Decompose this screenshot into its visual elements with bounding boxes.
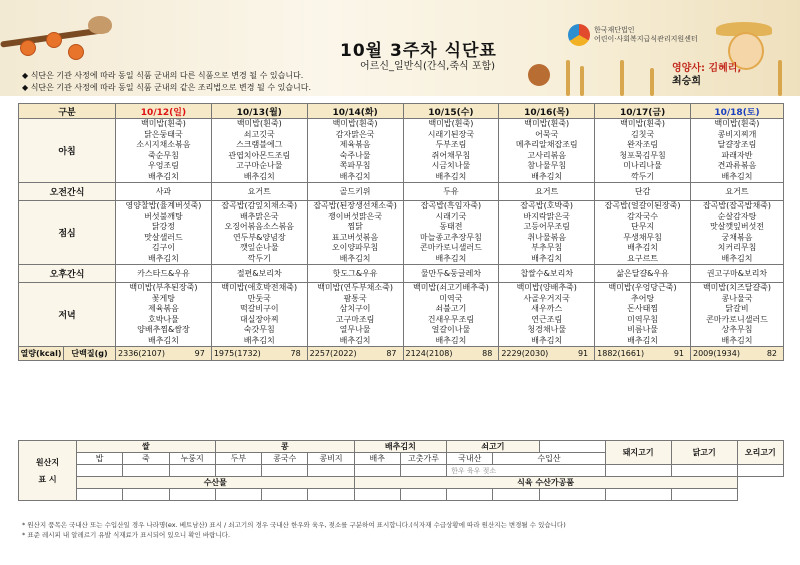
day-header: 10/18(토) — [691, 104, 784, 119]
menu-item: 잡곡밥(흑임자죽) — [420, 201, 482, 210]
menu-item: 무생채무침 — [623, 232, 662, 242]
menu-item: 파래자반 — [721, 150, 753, 160]
menu-item: 완자조림 — [627, 140, 659, 149]
menu-item: 찜닭 — [347, 222, 363, 231]
menu-item: 우엉조림 — [147, 161, 179, 170]
menu-item: 배추김치 — [435, 171, 467, 181]
menu-item: 떡갈비구이 — [239, 304, 279, 313]
menu-cell — [691, 119, 784, 183]
menu-item: 열무나물 — [339, 325, 371, 334]
wheat-icon — [650, 68, 654, 96]
menu-item: 콘마카로니샐러드 — [706, 314, 768, 324]
snack-cell: 카스타드&우유 — [116, 265, 212, 283]
menu-item: 고구마순나물 — [236, 161, 283, 170]
snack-cell: 찹쌀수&보리차 — [499, 265, 595, 283]
origin-col: 고춧가루 — [400, 453, 446, 465]
menu-cell — [307, 201, 403, 265]
menu-cell — [595, 119, 691, 183]
menu-cell — [691, 283, 784, 347]
energy-value: 2257(2022) — [309, 349, 357, 358]
footnote-2: * 표준 레시피 내 알레르기 유발 식재료가 표시되어 있으니 확인 바랍니다. — [22, 531, 231, 539]
menu-item: 잡곡밥(된장생선채소죽) — [313, 201, 397, 210]
day-header: 10/16(목) — [499, 104, 595, 119]
sparrow-icon — [88, 16, 112, 34]
row-label-am-snack: 오전간식 — [19, 183, 116, 201]
menu-item: 건새우무조림 — [427, 314, 475, 324]
menu-item: 닭은둥태국 — [144, 129, 183, 139]
menu-item: 닭갈비 — [725, 304, 749, 313]
nutrition-cell — [307, 347, 403, 361]
menu-item: 배추김치 — [627, 335, 659, 345]
snack-cell: 사과 — [116, 183, 212, 201]
menu-item: 대실장아찌 — [239, 314, 279, 324]
menu-item: 견과류볶음 — [717, 161, 757, 170]
squirrel-icon — [528, 64, 550, 86]
row-label-pm-snack: 오후간식 — [19, 265, 116, 283]
menu-item: 연두부&양념장 — [232, 232, 286, 242]
menu-cell — [403, 119, 499, 183]
energy-value: 2009(1934) — [693, 349, 740, 358]
snack-cell: 절편&보리차 — [211, 265, 307, 283]
menu-item: 새우까스 — [531, 304, 563, 313]
menu-item: 백미밥(치즈달걀죽) — [702, 283, 772, 292]
menu-item: 백미밥(애호박전채죽) — [221, 283, 298, 292]
menu-item: 배추김치 — [147, 335, 179, 345]
snack-cell: 삶은달걀&우유 — [595, 265, 691, 283]
menu-item: 쟁이버섯맑은국 — [328, 211, 383, 221]
menu-item: 백미밥(흰죽) — [524, 119, 570, 128]
persimmon-icon — [46, 32, 62, 48]
menu-item: 감자국수 — [627, 211, 659, 221]
menu-cell — [403, 283, 499, 347]
menu-cell — [691, 201, 784, 265]
menu-item: 콩나물국 — [721, 293, 753, 303]
nutrition-cell — [691, 347, 784, 361]
origin-col: 죽 — [123, 453, 169, 465]
menu-item: 시금치나물 — [431, 161, 471, 170]
origin-pork: 돼지고기 — [605, 441, 671, 465]
menu-item: 배추김치 — [147, 253, 179, 263]
logo-mark-icon — [568, 24, 590, 46]
menu-item: 추어탕 — [630, 293, 655, 303]
menu-item: 꽃게탕 — [151, 293, 176, 303]
menu-item: 배추김치 — [531, 171, 563, 181]
menu-item: 영양찰밥(율계버섯죽) — [125, 201, 202, 210]
wheat-icon — [566, 60, 570, 96]
menu-item: 쇠고깃국 — [243, 129, 275, 139]
menu-item: 삼치구이 — [339, 304, 371, 313]
protein-value: 78 — [290, 349, 301, 358]
origin-col: 배추 — [354, 453, 400, 465]
wheat-icon — [778, 60, 782, 96]
menu-item: 깍두기 — [247, 253, 271, 263]
menu-item: 배추김치 — [435, 335, 467, 345]
menu-item: 얼갈이나물 — [431, 325, 471, 334]
menu-item: 쥐어채무침 — [431, 150, 471, 160]
menu-item: 순살감자탕 — [717, 211, 757, 221]
menu-item: 백미밥(흰죽) — [428, 119, 474, 128]
menu-item: 요구르트 — [627, 253, 659, 263]
nutrition-cell — [499, 347, 595, 361]
menu-item: 닭강정 — [151, 222, 176, 231]
menu-item: 김칫국 — [630, 129, 655, 139]
nutrition-row — [19, 347, 784, 361]
protein-value: 82 — [766, 349, 777, 358]
menu-item: 백미밥(흰죽) — [332, 119, 378, 128]
logo-text-line-1: 한국재단법인 — [594, 26, 635, 34]
day-header: 10/17(금) — [595, 104, 691, 119]
snack-cell: 권고구마&보리차 — [691, 265, 784, 283]
menu-item: 오이양파무침 — [331, 243, 379, 252]
menu-item: 백미밥(연두부채소죽) — [317, 283, 393, 292]
protein-label: 단백질(g) — [64, 347, 116, 361]
menu-cell — [499, 283, 595, 347]
energy-value: 2229(2030) — [501, 349, 549, 358]
menu-item: 맛살샐러드 — [144, 232, 183, 242]
menu-item: 백미밥(양배추죽) — [516, 283, 577, 292]
menu-item: 두부조림 — [435, 140, 467, 149]
snack-cell: 요거트 — [211, 183, 307, 201]
menu-item: 백미밥(부추된장죽) — [129, 283, 198, 292]
menu-item: 콩비지찌개 — [717, 129, 757, 139]
nutrition-cell — [595, 347, 691, 361]
menu-item: 죽순무침 — [147, 150, 179, 160]
origin-table — [18, 440, 784, 501]
column-header-label: 구분 — [19, 104, 116, 119]
menu-item: 잡곡밥(얼갈이된장죽) — [604, 201, 681, 210]
menu-item: 배추김치 — [243, 335, 275, 345]
menu-item: 고등어무조림 — [523, 222, 570, 231]
origin-group-beef: 쇠고기 — [447, 441, 540, 453]
menu-item: 콘마카로니샐러드 — [420, 243, 482, 252]
menu-item: 미나리나물 — [623, 161, 662, 170]
menu-item: 숙갓무침 — [243, 325, 275, 334]
protein-value: 88 — [482, 349, 493, 358]
day-header: 10/14(화) — [307, 104, 403, 119]
origin-label: 원산지 표 시 — [19, 441, 77, 501]
menu-item: 백미밥(쇠고기배추죽) — [413, 283, 489, 292]
menu-item: 달걀장조림 — [717, 140, 757, 149]
menu-cell — [499, 119, 595, 183]
menu-cell — [116, 119, 212, 183]
menu-cell — [595, 283, 691, 347]
menu-item: 취나물볶음 — [527, 232, 567, 242]
origin-seafood: 수산물 — [77, 477, 355, 489]
menu-item: 시래기국 — [435, 211, 467, 221]
menu-cell — [116, 201, 212, 265]
snack-cell: 두유 — [403, 183, 499, 201]
menu-cell — [307, 119, 403, 183]
beef-note: 한우 육우 젖소 — [447, 465, 606, 477]
footnote-1: * 원산지 품목은 국내산 또는 수입산일 경우 나라명(ex. 베트남산) 표시 / 쇠고기의 경우 국내산 한우와 육우, 젖소를 구분하여 표시합니다.(식자재 수급상황에 따라 원산지는 변경될 수 있습니다) — [22, 521, 566, 529]
dinner-row — [19, 283, 784, 347]
menu-item: 부추무침 — [531, 243, 563, 252]
origin-group-rice: 쌀 — [77, 441, 216, 453]
pm-snack-row — [19, 265, 784, 283]
menu-item: 배추김치 — [339, 335, 371, 345]
menu-item: 시래기된장국 — [427, 129, 475, 139]
wheat-icon — [620, 60, 624, 96]
snack-cell: 골드키위 — [307, 183, 403, 201]
nutrition-cell — [403, 347, 499, 361]
notice-line-1: ◆ 식단은 기관 사정에 따라 동일 식품 군내의 다른 식품으로 변경 될 수 있습니다. — [22, 71, 304, 80]
menu-item: 백미밥(우엉당근죽) — [608, 283, 677, 292]
am-snack-row — [19, 183, 784, 201]
menu-item: 표고버섯볶음 — [331, 232, 379, 242]
menu-item: 관엽치아몬드조림 — [228, 150, 291, 160]
row-label-dinner: 저녁 — [19, 283, 116, 347]
menu-item: 미역국 — [439, 293, 463, 303]
menu-item: 오징어볶음소스볶음 — [224, 222, 295, 231]
origin-col: 누룽지 — [169, 453, 215, 465]
protein-value: 91 — [673, 349, 684, 358]
menu-item: 깻잎순나물 — [239, 243, 279, 252]
menu-item: 배추김치 — [721, 171, 753, 181]
energy-value: 2336(2107) — [118, 349, 165, 358]
menu-item: 어묵국 — [535, 129, 559, 139]
menu-item: 배추김치 — [721, 253, 753, 263]
menu-item: 연근조림 — [531, 314, 563, 324]
origin-duck: 오리고기 — [737, 441, 783, 465]
menu-item: 배추김치 — [721, 335, 753, 345]
menu-item: 만둣국 — [247, 293, 271, 303]
menu-item: 양배추찜&쌈장 — [137, 325, 190, 334]
nutritionist-label: 영양사: 김혜리, — [672, 63, 742, 74]
menu-item: 고사리볶음 — [527, 150, 567, 160]
energy-value: 1882(1661) — [597, 349, 645, 358]
menu-item: 백미밥(흰죽) — [620, 119, 666, 128]
menu-cell — [211, 119, 307, 183]
origin-chicken: 닭고기 — [671, 441, 737, 465]
menu-item: 잡곡밥(잡곡밥채죽) — [702, 201, 772, 210]
menu-item: 백미밥(흰죽) — [714, 119, 760, 128]
menu-cell — [403, 201, 499, 265]
page-title: 10월 3주차 식단표 — [340, 41, 497, 61]
menu-item: 상추무침 — [721, 325, 753, 334]
snack-cell: 핫도그&우유 — [307, 265, 403, 283]
menu-item: 청포묵김무침 — [619, 150, 666, 160]
origin-col: 국내산 — [447, 453, 493, 465]
origin-group-bean: 콩 — [215, 441, 354, 453]
menu-item: 백미밥(흰죽) — [140, 119, 186, 128]
origin-group-kimchi: 배추김치 — [354, 441, 447, 453]
snack-cell: 단감 — [595, 183, 691, 201]
menu-cell — [116, 283, 212, 347]
menu-item: 미역무침 — [627, 314, 659, 324]
snack-cell: 요거트 — [499, 183, 595, 201]
menu-item: 단무지 — [630, 222, 655, 231]
menu-item: 배추김치 — [339, 253, 371, 263]
menu-cell — [307, 283, 403, 347]
day-header: 10/12(일) — [116, 104, 212, 119]
menu-item: 버섯불깨탕 — [144, 211, 183, 221]
nutritionist-name: 최승희 — [672, 76, 701, 87]
menu-item: 참나물무침 — [527, 161, 567, 170]
notice-line-2: ◆ 식단은 기관 사정에 따라 동일 식품 군내의 같은 조리법으로 변경 될 수 있습니다. — [22, 83, 312, 92]
menu-cell — [595, 201, 691, 265]
origin-col: 콩국수 — [262, 453, 308, 465]
menu-cell — [211, 201, 307, 265]
menu-item: 스크램블에그 — [236, 140, 283, 149]
day-header: 10/15(수) — [403, 104, 499, 119]
menu-item: 제육볶음 — [147, 304, 179, 313]
menu-item: 청경채나물 — [527, 325, 567, 334]
menu-item: 사골우거지국 — [523, 293, 570, 303]
energy-value: 2124(2108) — [405, 349, 453, 358]
menu-item: 치커리무침 — [717, 243, 757, 252]
menu-item: 감자맑은국 — [335, 129, 375, 139]
protein-value: 91 — [577, 349, 589, 358]
menu-item: 잡곡밥(호박죽) — [520, 201, 574, 210]
nutritionist-credit — [672, 62, 741, 88]
row-label-breakfast: 아침 — [19, 119, 116, 183]
breakfast-row — [19, 119, 784, 183]
wheat-icon — [580, 66, 584, 96]
menu-item: 배추김치 — [435, 253, 467, 263]
menu-item: 궁채볶음 — [721, 232, 753, 242]
menu-item: 돈사태찜 — [627, 304, 659, 313]
menu-item: 숙주나물 — [339, 150, 371, 160]
menu-item: 고구마조림 — [335, 314, 375, 324]
menu-item: 메추리알채잡조림 — [515, 140, 578, 149]
menu-item: 마늘종고추장무침 — [420, 232, 482, 242]
protein-value: 87 — [386, 349, 397, 358]
origin-col: 수입산 — [493, 453, 605, 465]
menu-item: 깍두기 — [630, 171, 655, 181]
persimmon-icon — [68, 44, 84, 60]
menu-item: 비름나물 — [627, 325, 659, 334]
origin-processed: 식육 수산가공품 — [354, 477, 737, 489]
menu-item: 배추김치 — [531, 253, 563, 263]
menu-item: 배추김치 — [147, 171, 179, 181]
protein-value: 97 — [194, 349, 205, 358]
menu-item: 배추김치 — [339, 171, 371, 181]
day-header: 10/13(월) — [211, 104, 307, 119]
menu-item: 제육볶음 — [339, 140, 371, 149]
snack-cell: 요거트 — [691, 183, 784, 201]
menu-cell — [499, 201, 595, 265]
menu-item: 맛살깻잎버섯전 — [709, 222, 765, 231]
lunch-row — [19, 201, 784, 265]
menu-item: 배추김치 — [243, 171, 275, 181]
menu-item: 배추맑은국 — [239, 211, 279, 221]
menu-item: 팜통국 — [343, 293, 367, 303]
snack-cell: 물만두&둥글레차 — [403, 265, 499, 283]
menu-item: 쪽파무침 — [339, 161, 371, 170]
energy-value: 1975(1732) — [213, 349, 261, 358]
energy-label: 열량(kcal) — [19, 347, 64, 361]
page-subtitle: 어르신_일반식(간식,죽식 포함) — [360, 61, 496, 72]
logo-text-line-2: 어린이·사회복지급식관리지원센터 — [594, 35, 698, 43]
menu-item: 백미밥(흰죽) — [236, 119, 282, 128]
menu-item: 소시지채소볶음 — [136, 140, 191, 149]
origin-col: 두부 — [215, 453, 261, 465]
menu-item: 김구이 — [151, 243, 176, 252]
menu-item: 배추김치 — [627, 243, 659, 252]
nutrition-cell — [116, 347, 212, 361]
origin-col: 밥 — [77, 453, 123, 465]
menu-item: 동태전 — [439, 222, 463, 231]
menu-item: 쇠불고기 — [435, 304, 467, 313]
origin-col: 콩비지 — [308, 453, 354, 465]
row-label-lunch: 점심 — [19, 201, 116, 265]
menu-item: 잡곡밥(감잎치채소죽) — [221, 201, 298, 210]
persimmon-icon — [20, 40, 36, 56]
menu-cell — [211, 283, 307, 347]
menu-item: 호박나물 — [147, 314, 179, 324]
nutrition-cell — [211, 347, 307, 361]
menu-item: 배추김치 — [531, 335, 563, 345]
weekly-menu-table — [18, 103, 784, 361]
menu-item: 바지락맑은국 — [523, 211, 570, 221]
